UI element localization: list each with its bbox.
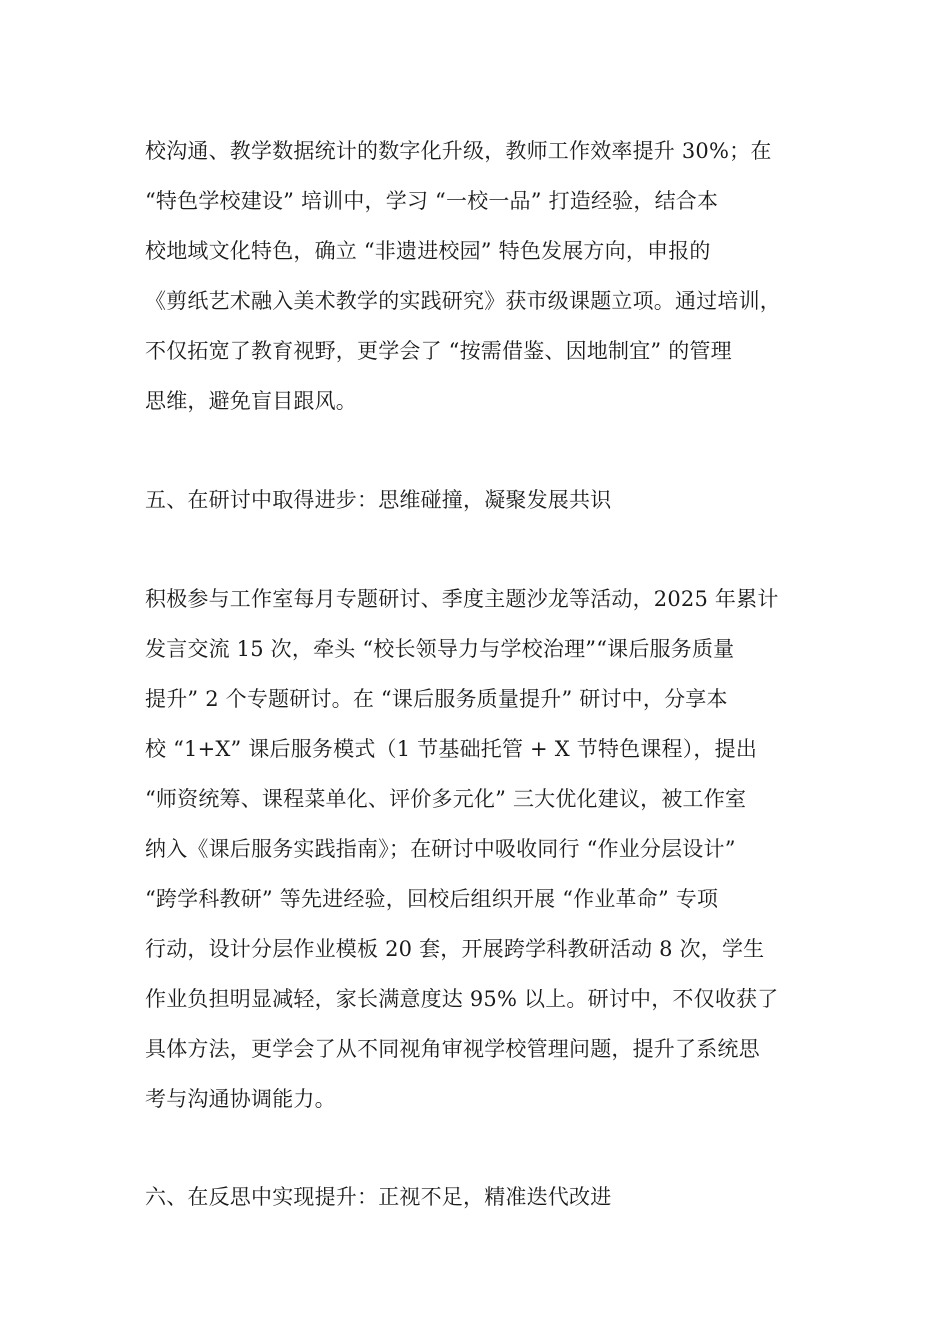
paragraph-line: 发言交流 15 次，牵头 “校长领导力与学校治理”“课后服务质量 — [145, 637, 735, 661]
paragraph-line: 思维，避免盲目跟风。 — [145, 389, 357, 413]
paragraph-line: 校沟通、教学数据统计的数字化升级，教师工作效率提升 30%；在 — [145, 139, 772, 163]
paragraph-line: “跨学科教研” 等先进经验，回校后组织开展 “作业革命” 专项 — [145, 887, 719, 911]
paragraph-line: 考与沟通协调能力。 — [145, 1087, 336, 1111]
paragraph-line: 具体方法，更学会了从不同视角审视学校管理问题，提升了系统思 — [145, 1037, 760, 1061]
paragraph-line: 行动，设计分层作业模板 20 套，开展跨学科教研活动 8 次，学生 — [145, 937, 765, 961]
paragraph-line: 纳入《课后服务实践指南》；在研讨中吸收同行 “作业分层设计” — [145, 837, 736, 861]
paragraph-line: 不仅拓宽了教育视野，更学会了 “按需借鉴、因地制宜” 的管理 — [145, 339, 732, 363]
paragraph-line: 作业负担明显减轻，家长满意度达 95% 以上。研讨中，不仅收获了 — [145, 987, 779, 1011]
section-heading: 五、在研讨中取得进步：思维碰撞，凝聚发展共识 — [145, 488, 612, 512]
paragraph-line: 《剪纸艺术融入美术教学的实践研究》获市级课题立项。通过培训， — [145, 289, 781, 313]
paragraph-line: 校地域文化特色，确立 “非遗进校园” 特色发展方向，申报的 — [145, 239, 711, 263]
paragraph-line: 提升” 2 个专题研讨。在 “课后服务质量提升” 研讨中，分享本 — [145, 687, 728, 711]
paragraph-line: “师资统筹、课程菜单化、评价多元化” 三大优化建议，被工作室 — [145, 787, 747, 811]
paragraph-line: 校 “1+X” 课后服务模式（1 节基础托管 + X 节特色课程），提出 — [145, 737, 758, 761]
paragraph-line: “特色学校建设” 培训中，学习 “一校一品” 打造经验，结合本 — [145, 189, 719, 213]
section-heading: 六、在反思中实现提升：正视不足，精准迭代改进 — [145, 1185, 612, 1209]
paragraph-line: 积极参与工作室每月专题研讨、季度主题沙龙等活动，2025 年累计 — [145, 587, 779, 611]
